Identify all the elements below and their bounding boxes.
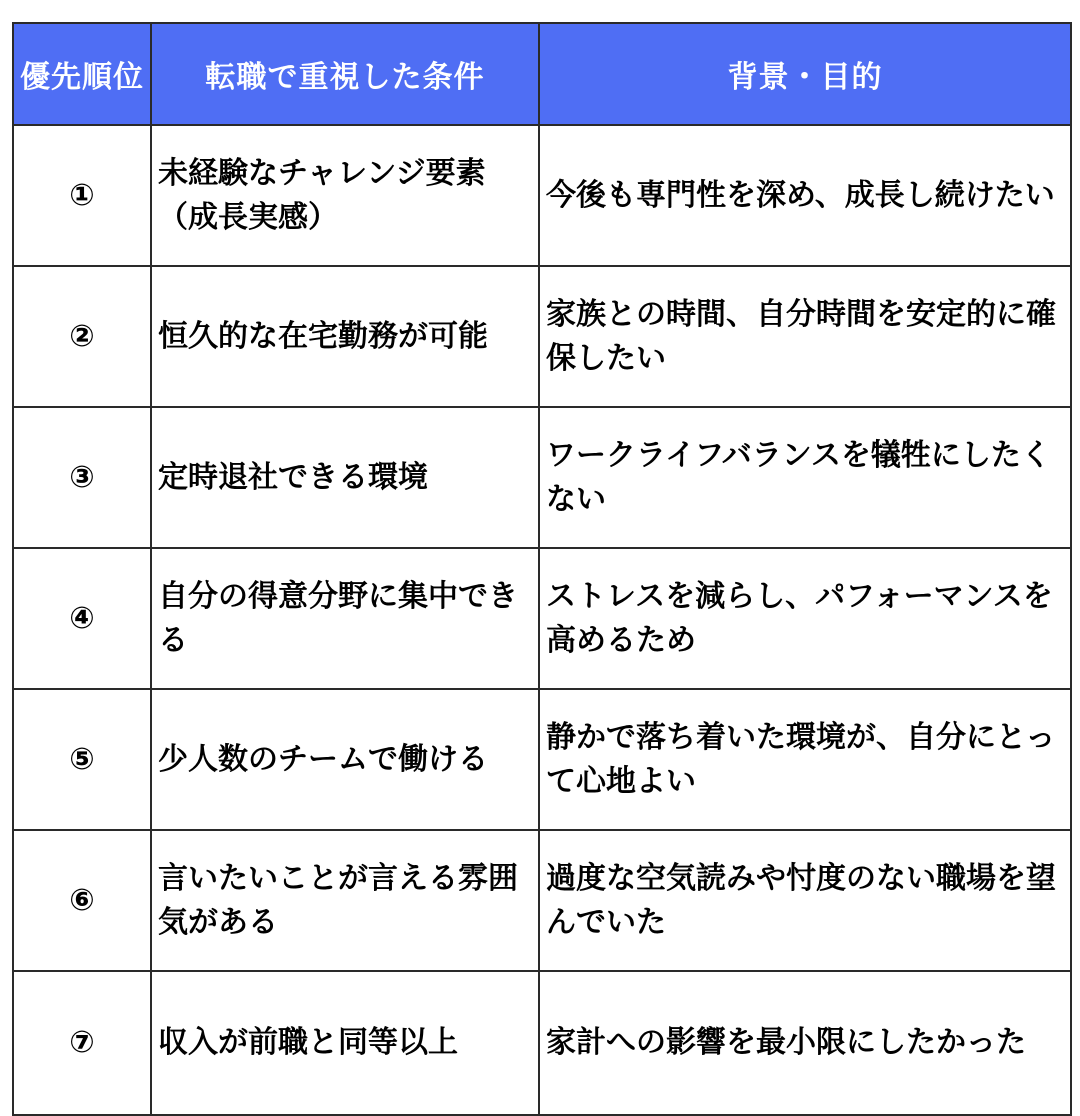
header-row xyxy=(13,23,1071,125)
reason-cell: ストレスを減らし、パフォーマンスを高めるため xyxy=(539,548,1071,689)
table-row xyxy=(13,971,1071,1115)
condition-cell: 言いたいことが言える雰囲気がある xyxy=(151,830,539,971)
priority-table xyxy=(12,22,1072,1116)
condition-text: 未経験なチャレンジ要素 （成長実感） xyxy=(158,155,486,235)
table-row xyxy=(13,266,1071,407)
rank-cell: ③ xyxy=(13,407,151,548)
rank-cell: ⑥ xyxy=(13,830,151,971)
condition-cell xyxy=(151,125,539,266)
table-row xyxy=(13,689,1071,830)
reason-cell: 過度な空気読みや忖度のない職場を望んでいた xyxy=(539,830,1071,971)
table-row xyxy=(13,830,1071,971)
header-rank: 優先順位 xyxy=(13,23,151,125)
condition-cell: 定時退社できる環境 xyxy=(151,407,539,548)
rank-cell: ⑤ xyxy=(13,689,151,830)
rank-cell: ④ xyxy=(13,548,151,689)
table-row xyxy=(13,125,1071,266)
reason-cell: 家族との時間、自分時間を安定的に確保したい xyxy=(539,266,1071,407)
table-row xyxy=(13,548,1071,689)
condition-cell: 恒久的な在宅勤務が可能 xyxy=(151,266,539,407)
rank-cell: ① xyxy=(13,125,151,266)
table-row xyxy=(13,407,1071,548)
condition-cell: 少人数のチームで働ける xyxy=(151,689,539,830)
header-condition: 転職で重視した条件 xyxy=(151,23,539,125)
header-reason: 背景・目的 xyxy=(539,23,1071,125)
rank-cell: ② xyxy=(13,266,151,407)
reason-cell: 家計への影響を最小限にしたかった xyxy=(539,971,1071,1115)
rank-cell: ⑦ xyxy=(13,971,151,1115)
reason-cell: 静かで落ち着いた環境が、自分にとって心地よい xyxy=(539,689,1071,830)
condition-cell: 収入が前職と同等以上 xyxy=(151,971,539,1115)
condition-cell: 自分の得意分野に集中できる xyxy=(151,548,539,689)
reason-cell: ワークライフバランスを犠牲にしたくない xyxy=(539,407,1071,548)
reason-cell: 今後も専門性を深め、成長し続けたい xyxy=(539,125,1071,266)
